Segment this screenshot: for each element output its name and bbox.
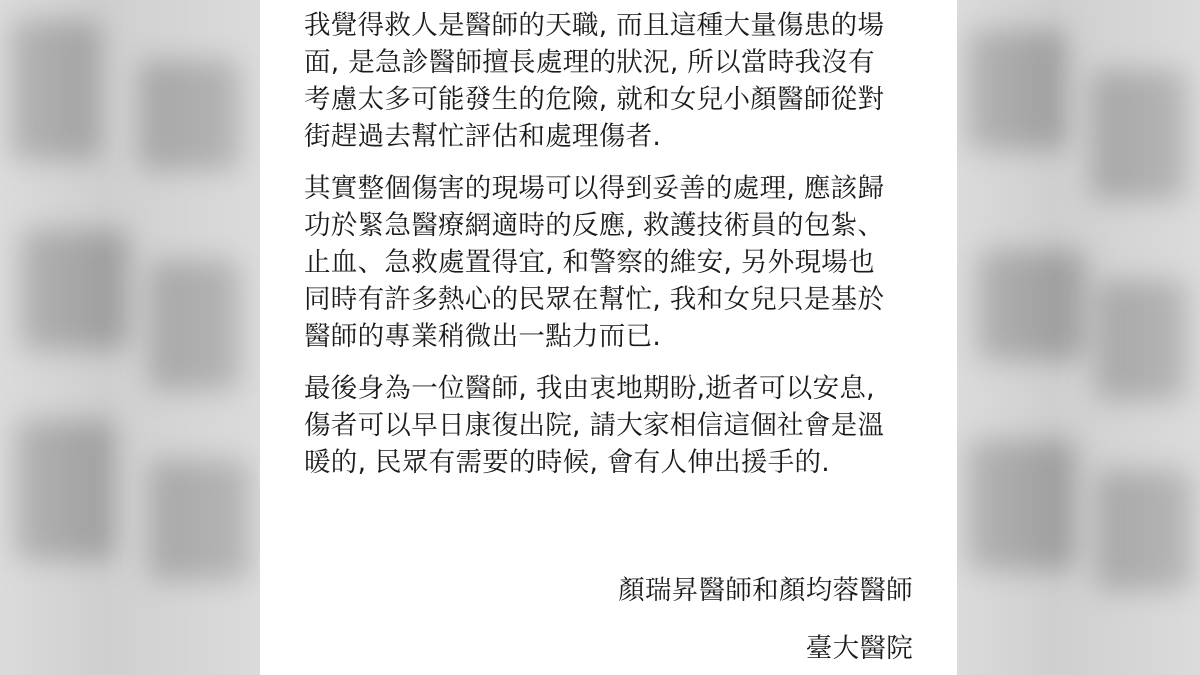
paragraph-line: 功於緊急醫療網適時的反應, 救護技術員的包紮、 [304,210,885,241]
paragraph-2 [304,170,913,355]
paragraph-line: 我覺得救人是醫師的天職, 而且這種大量傷患的場 [304,10,885,41]
paragraph-line: 暖的, 民眾有需要的時候, 會有人伸出援手的. [304,447,831,478]
paragraph-line: 最後身為一位醫師, 我由衷地期盼,逝者可以安息, [304,373,875,404]
paragraph-3 [304,370,913,481]
signature-names: 顏瑞昇醫師和顏均蓉醫師 [618,575,913,606]
paragraph-1 [304,7,913,155]
paragraph-line: 面, 是急診醫師擅長處理的狀況, 所以當時我沒有 [304,47,875,78]
paragraph-line: 街趕過去幫忙評估和處理傷者. [304,121,662,152]
blurred-backdrop-left [0,0,260,675]
paragraph-line: 考慮太多可能發生的危險, 就和女兒小顏醫師從對 [304,84,885,115]
paragraph-line: 同時有許多熱心的民眾在幫忙, 我和女兒只是基於 [304,284,885,315]
statement-document [260,0,957,675]
paragraph-line: 止血、急救處置得宜, 和警察的維安, 另外現場也 [304,247,875,278]
paragraph-line: 其實整個傷害的現場可以得到妥善的處理, 應該歸 [304,173,885,204]
paragraph-line: 醫師的專業稍微出一點力而已. [304,321,662,352]
paragraph-line: 傷者可以早日康復出院, 請大家相信這個社會是溫 [304,410,885,441]
blurred-backdrop-right [957,0,1200,675]
signature-organization: 臺大醫院 [805,633,913,664]
